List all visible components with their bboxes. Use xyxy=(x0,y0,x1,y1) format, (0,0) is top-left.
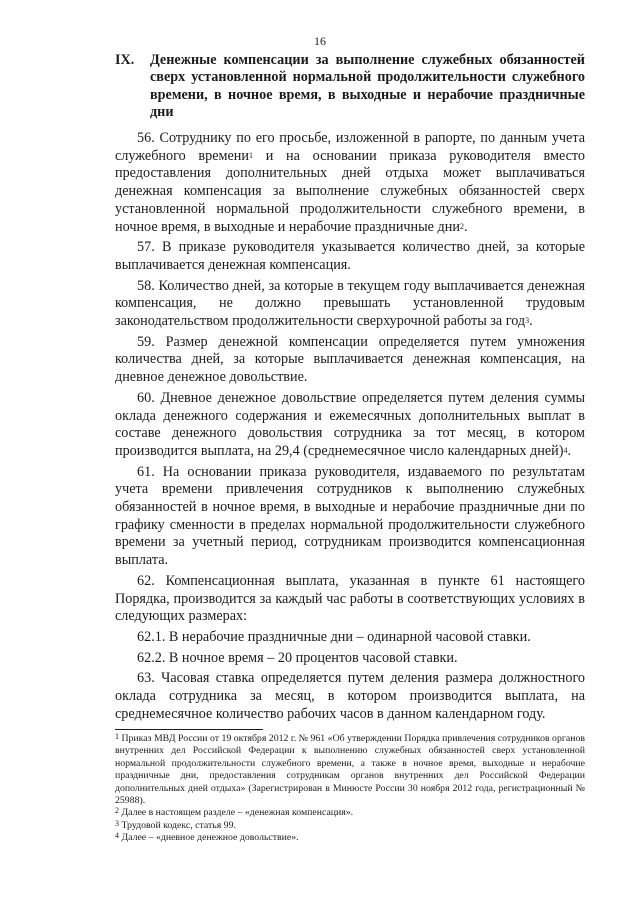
paragraph-61: 61. На основании приказа руководителя, издаваемого по результатам учета времени привлечения сотрудников к выполнению служебных обязанностей в ночное время, в выходные и нерабочие праздничные дни по графику сменности в пределах нормальной продолжительности служебного времени за учетный период, сотрудникам производится компенсационная выплата. xyxy=(115,463,585,569)
section-title: Денежные компенсации за выполнение служебных обязанностей сверх установленной нормальной продолжительности служебного времени, в ночное время, в выходные и нерабочие праздничные дни xyxy=(150,52,585,121)
paragraph-56 xyxy=(115,130,585,236)
paragraph-60 xyxy=(115,390,585,461)
paragraph-59: 59. Размер денежной компенсации определяется путем умножения количества дней, за которые выплачивается денежная компенсация, на дневное денежное довольствие. xyxy=(115,333,585,386)
paragraph-63: 63. Часовая ставка определяется путем деления размера должностного оклада сотрудника за месяц, в котором производится выплата, на среднемесячное количество рабочих часов в данном календарном году. xyxy=(115,670,585,722)
paragraph-text: 58. Количество дней, за которые в текущем году выплачивается денежная компенсация, не должно превышать установленной трудовым законодательством продолжительности сверхурочной работы за год xyxy=(115,277,585,330)
footnote-4 xyxy=(115,832,585,844)
footnote-separator xyxy=(115,729,263,730)
paragraph-text: 60. Дневное денежное довольствие определяется путем деления суммы оклада денежного содержания и ежемесячных дополнительных выплат в составе денежного довольствия сотрудника за тот месяц, в котором производится выплата, на 29,4 (среднемесячное число календарных дней) xyxy=(115,389,585,459)
footnote-ref-2: 2 xyxy=(459,221,464,231)
footnote-ref-3: 3 xyxy=(525,316,530,326)
page-number: 16 xyxy=(314,34,326,48)
paragraph-text: 56. Сотруднику по его просьбе, изложенной в рапорте, по данным учета служебного времени xyxy=(115,130,585,164)
footnote-3 xyxy=(115,820,585,832)
paragraph-62-1: 62.1. В нерабочие праздничные дни – одинарной часовой ставки. xyxy=(137,628,531,645)
footnote-text: Трудовой кодекс, статья 99. xyxy=(119,819,236,831)
footnote-mark: 2 xyxy=(115,806,119,816)
paragraph-62-2: 62.2. В ночное время – 20 процентов часовой ставки. xyxy=(137,649,458,666)
footnote-text: Далее – «дневное денежное довольствие». xyxy=(119,832,299,844)
paragraph-58 xyxy=(115,278,585,331)
section-number: IX. xyxy=(115,52,135,68)
paragraph-text: и на основании приказа руководителя вместо предоставления дополнительных дней отдыха может выплачиваться денежная компенсация за выполнение служебных обязанностей сверх установленной нормальной продолжительности служебного времени, в ночное время, в выходные и нерабочие праздничные дни xyxy=(115,147,585,235)
document-body xyxy=(115,130,585,724)
footnote-2 xyxy=(115,807,585,819)
paragraph-text: . xyxy=(567,442,572,459)
paragraph-text: . xyxy=(463,218,468,235)
paragraph-62: 62. Компенсационная выплата, указанная в пункте 61 настоящего Порядка, производится за каждый час работы в соответствующих условиях в следующих размерах: xyxy=(115,572,585,625)
footnote-mark: 4 xyxy=(115,831,119,841)
footnote-text: Приказ МВД России от 19 октября 2012 г. № 961 «Об утверждении Порядка привлечения сотрудников органов внутренних дел Российской Федерации к выполнению служебных обязанностей сверх установленной нормальной продолжительности служебного времени, а также в ночное время, выходные и нерабочие праздничные дни, предоставления сотрудникам органов внутренних дел Российской Федерации дополнительных дней отдыха» (Зарегистрирован в Минюсте России 30 ноября 2012 года, регистрационный № 25988). xyxy=(115,733,585,807)
footnote-mark: 3 xyxy=(115,818,119,828)
paragraph-57: 57. В приказе руководителя указывается количество дней, за которые выплачивается денежная компенсация. xyxy=(115,239,585,273)
footnote-text: Далее в настоящем разделе – «денежная компенсация». xyxy=(119,807,354,819)
footnote-ref-4: 4 xyxy=(563,445,568,455)
paragraph-text: . xyxy=(529,313,533,330)
footnote-mark: 1 xyxy=(115,732,119,741)
footnote-ref-1: 1 xyxy=(248,150,253,160)
section-heading xyxy=(115,52,585,122)
footnotes xyxy=(115,733,585,845)
footnote-1 xyxy=(115,733,585,807)
